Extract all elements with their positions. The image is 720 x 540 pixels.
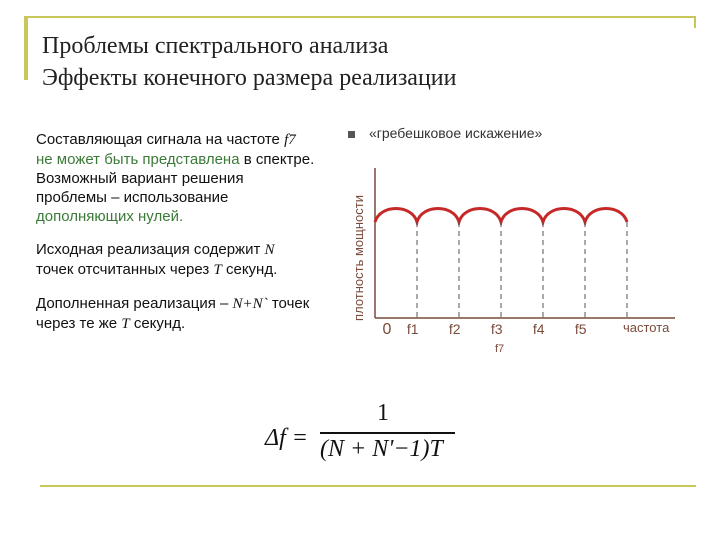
tick-label-f2: f2 bbox=[448, 321, 461, 337]
p1-text-a: Составляющая сигнала на частоте bbox=[36, 131, 280, 148]
frame-left-bar bbox=[24, 16, 28, 80]
scalloping-diagram bbox=[345, 168, 690, 368]
p2-n-symbol: N bbox=[264, 242, 275, 258]
slide-title bbox=[42, 30, 457, 94]
title-line-1: Проблемы спектрального анализа bbox=[42, 33, 389, 59]
p2-text-c: секунд. bbox=[225, 261, 278, 278]
p1-text-c: в спектре. bbox=[243, 151, 315, 168]
origin-label: 0 bbox=[382, 321, 392, 338]
tick-label-f5: f5 bbox=[574, 321, 587, 337]
title-line-2: Эффекты конечного размера реализации bbox=[42, 65, 457, 91]
tick-label-f1: f1 bbox=[406, 321, 419, 337]
formula-fraction-bar bbox=[320, 432, 455, 434]
formula-denominator: (N + N'−1)T bbox=[320, 436, 443, 462]
frame-top-rule bbox=[24, 16, 696, 18]
p1-highlight: не может быть представлена bbox=[36, 151, 240, 168]
bullet-text: «гребешковое искажение» bbox=[369, 125, 543, 141]
p3-text-b: точек через те же bbox=[36, 295, 310, 332]
y-axis-label: плотность мощности bbox=[351, 195, 366, 321]
x-axis-label: частота bbox=[623, 320, 670, 335]
p2-text-a: Исходная реализация содержит bbox=[36, 241, 261, 258]
f7-label: f7 bbox=[495, 343, 505, 355]
p3-text-a: Дополненная реализация – bbox=[36, 295, 229, 312]
formula-numerator: 1 bbox=[377, 400, 389, 426]
p3-text-c: секунд. bbox=[133, 315, 186, 332]
formula-lhs: Δf = bbox=[265, 425, 308, 451]
tick-label-f4: f4 bbox=[532, 321, 545, 337]
paragraph-1 bbox=[36, 130, 316, 226]
p2-text-b: точек отсчитанных через bbox=[36, 261, 210, 278]
p1-text-d: Возможный вариант решения проблемы – использование bbox=[36, 170, 244, 206]
p3-t-symbol: T bbox=[121, 316, 130, 332]
paragraph-2 bbox=[36, 240, 316, 280]
frame-bottom-rule bbox=[40, 485, 696, 487]
spectrum-curve bbox=[375, 209, 627, 223]
p1-zero-padding: дополняющих нулей. bbox=[36, 208, 184, 225]
frame-right-tick bbox=[694, 16, 696, 28]
p3-nn-symbol: N+N` bbox=[232, 296, 268, 312]
p2-t-symbol: T bbox=[213, 262, 222, 278]
p1-freq-symbol: f7 bbox=[284, 132, 296, 148]
bullet-item bbox=[348, 125, 542, 141]
bullet-square-icon bbox=[348, 131, 355, 138]
left-text-column bbox=[36, 130, 316, 348]
paragraph-3 bbox=[36, 294, 316, 334]
tick-label-f3: f3 bbox=[490, 321, 503, 337]
